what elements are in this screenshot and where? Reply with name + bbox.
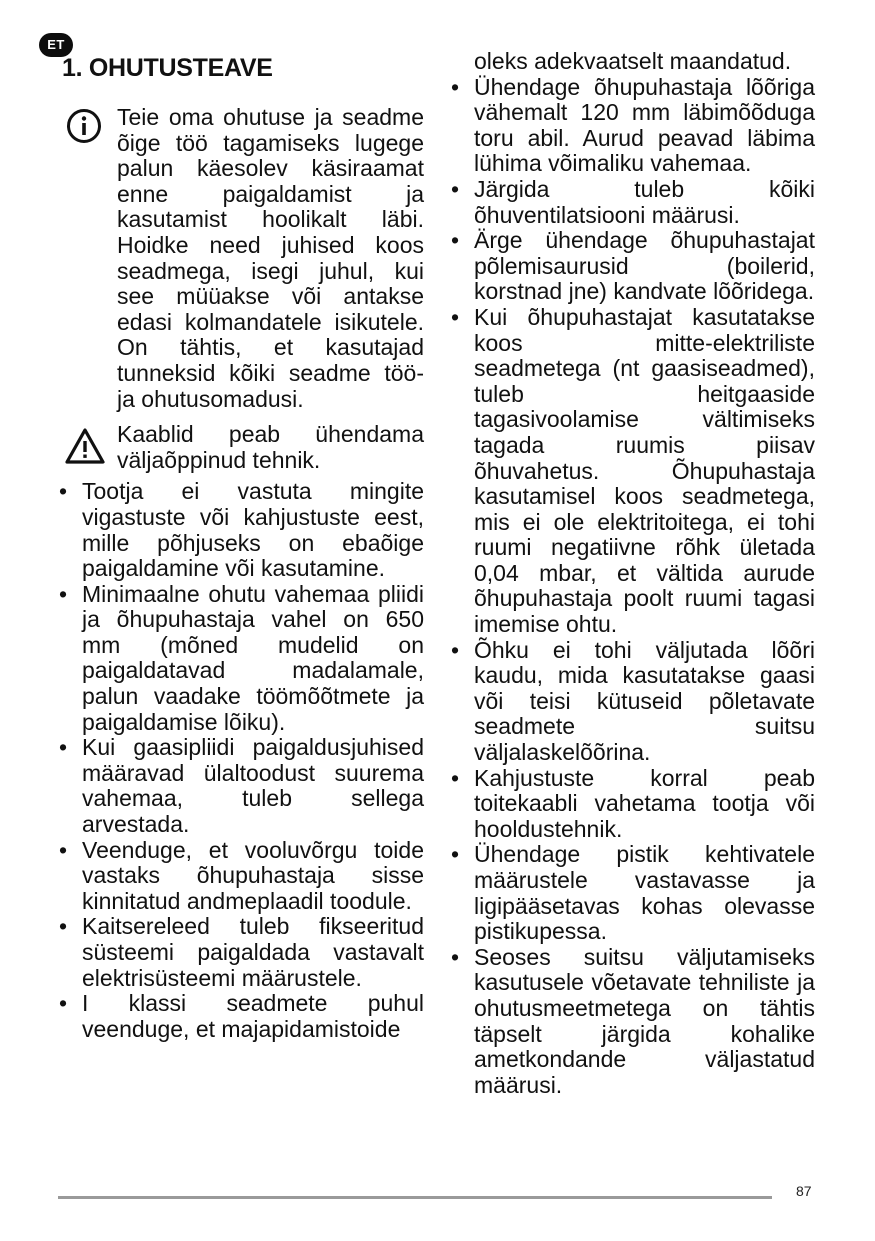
list-item: • Kahjustuste korral peab toitekaabli vahetama tootja või hooldustehnik.: [450, 766, 815, 843]
list-item: • Õhku ei tohi väljutada lõõri kaudu, mida kasutatakse gaasi või teisi kütuseid põletavate seadmete suitsu väljalaskelõõrina.: [450, 638, 815, 766]
list-item: • Ühendage õhupuhastaja lõõriga vähemalt 120 mm läbimõõduga toru abil. Aurud peavad läbima lühima võimaliku vahemaa.: [450, 75, 815, 177]
list-item: • Järgida tuleb kõiki õhuventilatsiooni määrusi.: [450, 177, 815, 228]
list-item: • Kui õhupuhastajat kasutatakse koos mitte-elektriliste seadmetega (nt gaasiseadmed), tuleb heitgaaside tagasivoolamise vältimiseks tagada ruumis piisav õhuvahetus. Õhupuhastaja kasutamisel koos seadmetega, mis ei ole elektritoitega, ei tohi ruumi negatiivne rõhk ületada 0,04 mbar, et vältida aurude õhupuhastaja poolt ruumi tagasi imemise ohtu.: [450, 305, 815, 638]
info-note: [58, 105, 424, 412]
right-column: [450, 49, 815, 1098]
warning-note: [58, 422, 424, 473]
list-item: • Ühendage pistik kehtivatele määrustele vastavasse ja ligipääsetavas kohas olevasse pistikupessa.: [450, 842, 815, 944]
left-column: [58, 105, 424, 1042]
list-item: • Tootja ei vastuta mingite vigastuste või kahjustuste eest, mille põhjuseks on ebaõige paigaldamine või kasutamine.: [58, 479, 424, 581]
language-badge: ET: [39, 33, 73, 57]
list-item: • Kaitsereleed tuleb fikseeritud süsteemi paigaldada vastavalt elektrisüsteemi määrustele.: [58, 914, 424, 991]
warning-icon: [64, 427, 106, 471]
section-heading: 1. OHUTUSTEAVE: [62, 54, 273, 82]
list-item: • Ärge ühendage õhupuhastajat põlemisaurusid (boilerid, korstnad jne) kandvate lõõridega.: [450, 228, 815, 305]
footer-rule: [58, 1196, 772, 1199]
page-number: 87: [796, 1183, 812, 1199]
list-item: • Kui gaasipliidi paigaldusjuhised määravad ülaltoodust suurema vahemaa, tuleb sellega arvestada.: [58, 735, 424, 837]
list-item: • Veenduge, et vooluvõrgu toide vastaks õhupuhastaja sisse kinnitatud andmeplaadil toodule.: [58, 838, 424, 915]
list-item: • Seoses suitsu väljutamiseks kasutusele võetavate tehniliste ja ohutusmeetmetega on tähtis täpselt järgida kohalike ametkondande väljastatud määrusi.: [450, 945, 815, 1099]
warning-note-text: Kaablid peab ühendama väljaõppinud tehnik.: [117, 421, 424, 473]
list-item-continuation: oleks adekvaatselt maandatud.: [474, 48, 792, 74]
list-item: • I klassi seadmete puhul veenduge, et majapidamistoide: [58, 991, 424, 1042]
info-icon: [66, 108, 102, 150]
list-item: • Minimaalne ohutu vahemaa pliidi ja õhupuhastaja vahel on 650 mm (mõned mudelid on paigaldatavad madalamale, palun vaadake töömõõtmete ja paigaldamise lõiku).: [58, 582, 424, 736]
info-note-text: Teie oma ohutuse ja seadme õige töö tagamiseks lugege palun käesolev käsiraamat enne paigaldamist ja kasutamist hoolikalt läbi. Hoidke need juhised koos seadmega, isegi juhul, kui see müüakse või antakse edasi kolmandatele isikutele. On tähtis, et kasutajad tunneksid kõiki seadme töö- ja ohutusomadusi.: [117, 104, 424, 412]
